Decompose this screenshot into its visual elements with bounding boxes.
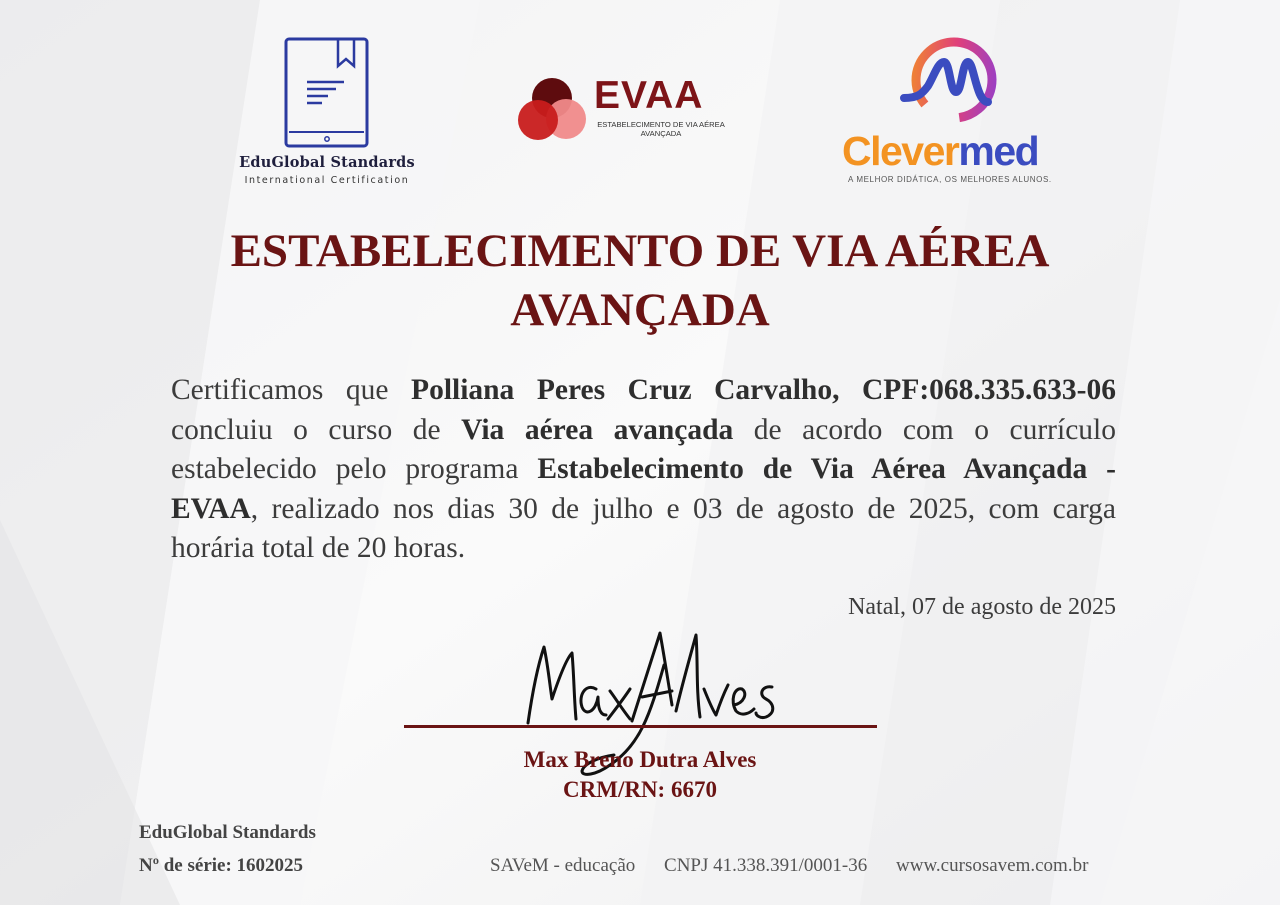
clevermed-name-part2: med xyxy=(958,128,1039,174)
course-name: Via aérea avançada xyxy=(461,413,734,446)
footer-organization: EduGlobal Standards xyxy=(139,822,316,843)
recipient-name: Polliana Peres Cruz Carvalho, CPF:068.335.633-06 xyxy=(411,374,1116,406)
signer-name: Max Breno Dutra Alves xyxy=(523,747,757,772)
evaa-logo xyxy=(516,74,736,146)
body-text-4: , realizado nos dias 30 de julho e 03 de agosto de 2025, com carga horária total de 20 horas. xyxy=(171,492,1116,564)
clevermed-wave-icon xyxy=(838,36,1070,131)
signer-registration: CRM/RN: 6670 xyxy=(563,777,717,802)
body-text-3: de acordo com o currículo estabelecido pelo programa xyxy=(171,413,1116,485)
clevermed-logo-name xyxy=(842,128,1038,174)
signature-line xyxy=(404,725,877,728)
eduglobal-logo-subtitle: International Certification xyxy=(244,175,410,186)
body-text-2: concluiu o curso de xyxy=(171,413,462,446)
footer-cnpj: CNPJ 41.338.391/0001-36 xyxy=(664,855,868,876)
clevermed-name-part1: Clever xyxy=(842,128,959,174)
body-text-1: Certificamos que xyxy=(171,374,412,406)
evaa-circles-icon xyxy=(516,74,590,146)
footer-serial-number: Nº de série: 1602025 xyxy=(139,855,304,876)
certificate-body xyxy=(171,371,1116,569)
footer-company: SAVeM - educação xyxy=(490,855,636,876)
eduglobal-logo xyxy=(232,36,422,191)
evaa-logo-subtitle: ESTABELECIMENTO DE VIA AÉREA AVANÇADA xyxy=(597,120,725,138)
title-line-1: ESTABELECIMENTO DE VIA AÉREA xyxy=(230,225,1050,277)
tablet-book-icon xyxy=(232,36,422,151)
place-and-date: Natal, 07 de agosto de 2025 xyxy=(848,594,1116,620)
evaa-logo-name: EVAA xyxy=(594,74,704,117)
title-line-2: AVANÇADA xyxy=(510,284,770,336)
certificate-title xyxy=(150,222,1130,340)
clevermed-logo xyxy=(838,36,1070,186)
program-name: Estabelecimento de Via Aérea Avançada - EVAA xyxy=(171,453,1116,525)
clevermed-tagline: A MELHOR DIDÁTICA, OS MELHORES ALUNOS. xyxy=(848,175,1052,184)
eduglobal-logo-name: EduGlobal Standards xyxy=(239,154,415,171)
footer-website: www.cursosavem.com.br xyxy=(896,855,1089,876)
footer-company-info xyxy=(490,855,1088,877)
signer-block xyxy=(400,745,880,805)
